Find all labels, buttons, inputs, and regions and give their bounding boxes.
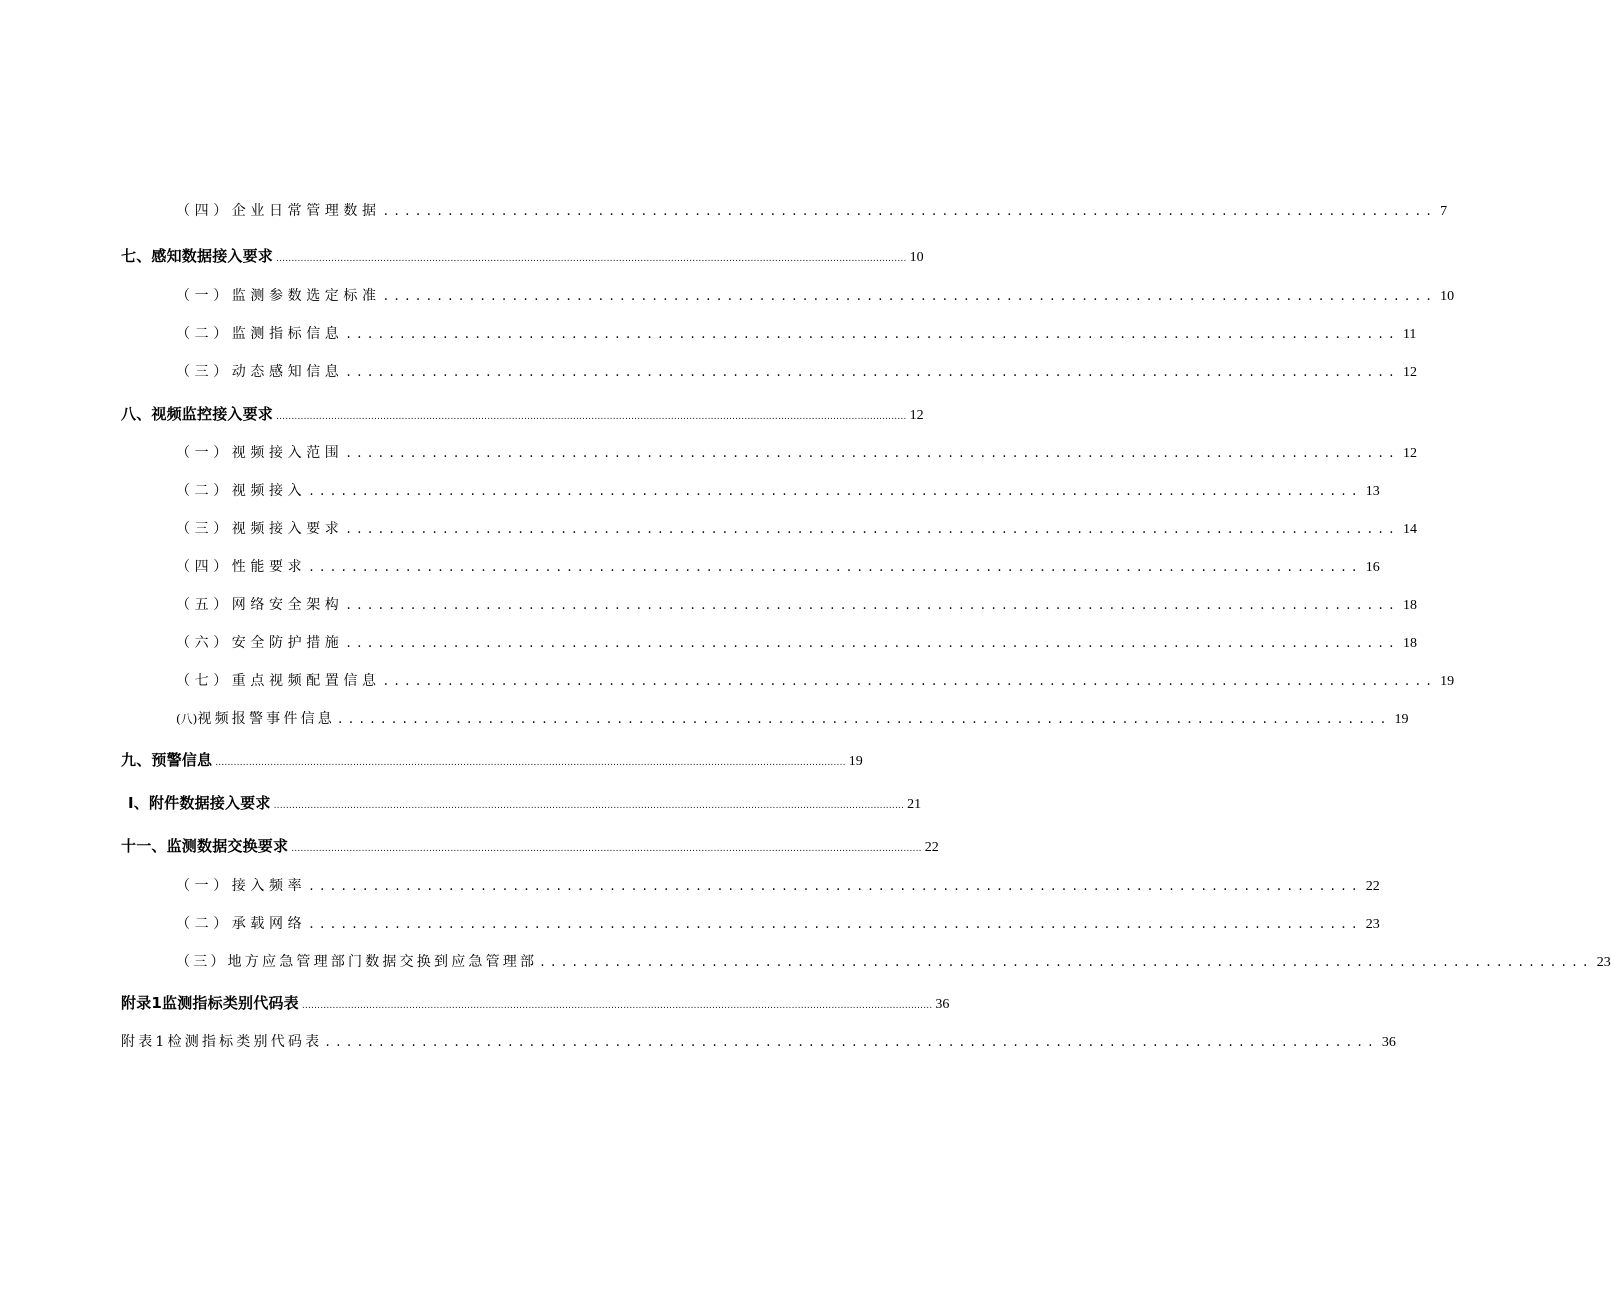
toc-page-number: 12 [909, 408, 924, 423]
toc-entry-title: （二）监测指标信息 [176, 326, 344, 342]
toc-entry[interactable] [121, 1031, 1396, 1055]
toc-leader-dots: .................................................................................................. [309, 878, 1363, 894]
toc-page-number: 13 [1365, 484, 1380, 499]
toc-entry-title: （六）安全防护措施 [176, 635, 344, 651]
toc-entry[interactable] [176, 285, 1455, 309]
toc-entry-title: （四）性能要求 [176, 559, 307, 575]
toc-entry-title: 附表1检测指标类别代码表 [121, 1034, 323, 1050]
toc-leader-dots: .................................................................................................. [346, 597, 1400, 613]
toc-entry[interactable] [176, 480, 1380, 504]
toc-leader-dots: .................................................................................................. [337, 711, 1392, 727]
toc-entry[interactable] [176, 518, 1417, 542]
toc-page-number: 21 [907, 797, 922, 812]
toc-entry-title: （三）视频接入要求 [176, 521, 344, 537]
toc-entry[interactable] [176, 323, 1417, 347]
toc-entry-title: （三）动态感知信息 [176, 364, 344, 380]
toc-leader-dots: .................................................................................................. [325, 1034, 1379, 1050]
toc-leader-dots: .................................................................................................. [309, 559, 1363, 575]
toc-entry-title: （三）地方应急管理部门数据交换到应急管理部 [176, 954, 538, 970]
toc-page-number: 14 [1402, 522, 1417, 537]
toc-entry-text: 视频报警事件信息 [197, 711, 335, 727]
toc-page-number: 12 [1402, 365, 1417, 380]
toc-leader-dots: .................................................................................................. [346, 521, 1400, 537]
toc-entry-title: （一）监测参数选定标准 [176, 288, 381, 304]
toc-page-number: 22 [1365, 879, 1380, 894]
toc-entry[interactable] [176, 361, 1417, 385]
toc-page-number: 19 [848, 754, 863, 769]
toc-entry-title: （五）网络安全架构 [176, 597, 344, 613]
toc-page-number: 18 [1402, 636, 1417, 651]
toc-entry[interactable] [121, 835, 939, 859]
toc-entry[interactable] [176, 670, 1455, 694]
toc-entry-title: （一）视频接入范围 [176, 445, 344, 461]
toc-leader-dots: .................................................................................................. [383, 673, 1438, 689]
toc-leader-dots: .................................................................................................. [309, 483, 1363, 499]
toc-page-number: 18 [1402, 598, 1417, 613]
toc-entry-title [176, 708, 335, 728]
toc-entry-title: （一）接入频率 [176, 878, 307, 894]
toc-entry[interactable] [121, 992, 950, 1016]
toc-entry-title: （二）视频接入 [176, 483, 307, 499]
toc-page-number: 12 [1402, 446, 1417, 461]
toc-entry[interactable] [176, 913, 1380, 937]
toc-page-number: 23 [1596, 955, 1611, 970]
toc-leader-dots: .................................................................................................. [346, 326, 1400, 342]
toc-entry[interactable] [176, 200, 1448, 224]
toc-page-number: 10 [909, 250, 924, 265]
toc-leader-dots: .................................................................................................. [383, 288, 1438, 304]
toc-page-number: 36 [935, 997, 950, 1012]
toc-entry[interactable] [128, 792, 922, 816]
toc-entry[interactable] [176, 594, 1417, 618]
toc-entry-title: 附录1监测指标类别代码表 [121, 994, 299, 1012]
toc-leader-dots: .............................................................................................................................................................................................................. [215, 758, 846, 768]
toc-entry-title: I、附件数据接入要求 [128, 794, 271, 812]
toc-leader-dots: .................................................................................................. [346, 445, 1400, 461]
toc-leader-dots: .................................................................................................. [383, 203, 1438, 219]
toc-entry-title: 十一、监测数据交换要求 [121, 837, 289, 855]
toc-page-number: 22 [924, 840, 939, 855]
toc-page-number: 36 [1381, 1035, 1396, 1050]
toc-entry-number: (八) [176, 712, 198, 726]
toc-entry-title: （七）重点视频配置信息 [176, 673, 381, 689]
toc-leader-dots: .............................................................................................................................................................................................................. [291, 844, 922, 854]
toc-page-number: 23 [1365, 917, 1380, 932]
toc-entry[interactable] [176, 556, 1380, 580]
toc-page-number: 19 [1440, 674, 1455, 689]
toc-page-number: 11 [1402, 327, 1417, 342]
toc-leader-dots: .............................................................................................................................................................................................................. [301, 1001, 933, 1011]
toc-entry[interactable] [121, 245, 924, 269]
toc-entry[interactable] [176, 875, 1380, 899]
toc-leader-dots: .............................................................................................................................................................................................................. [273, 801, 905, 811]
toc-entry-title: （二）承载网络 [176, 916, 307, 932]
toc-entry-title: 九、预警信息 [121, 751, 213, 769]
toc-page-number: 19 [1394, 712, 1409, 727]
toc-leader-dots: .............................................................................................................................................................................................................. [276, 412, 907, 422]
toc-entry-title: 八、视频监控接入要求 [121, 405, 274, 423]
toc-leader-dots: .................................................................................................. [346, 364, 1400, 380]
toc-leader-dots: .............................................................................................................................................................................................................. [276, 254, 907, 264]
toc-leader-dots: .................................................................................................. [309, 916, 1363, 932]
toc-entry[interactable] [121, 749, 863, 773]
toc-entry[interactable] [121, 403, 924, 427]
toc-entry-title: （四）企业日常管理数据 [176, 203, 381, 219]
toc-page-number: 10 [1440, 289, 1455, 304]
toc-page-number: 7 [1440, 204, 1448, 219]
toc-leader-dots: .................................................................................................. [346, 635, 1400, 651]
toc-entry-title: 七、感知数据接入要求 [121, 247, 274, 265]
toc-page-number: 16 [1365, 560, 1380, 575]
toc-entry[interactable] [176, 632, 1417, 656]
toc-entry[interactable] [176, 951, 1611, 975]
toc-leader-dots: .................................................................................................. [540, 954, 1594, 970]
toc-entry[interactable] [176, 442, 1417, 466]
toc-entry[interactable] [176, 708, 1409, 732]
